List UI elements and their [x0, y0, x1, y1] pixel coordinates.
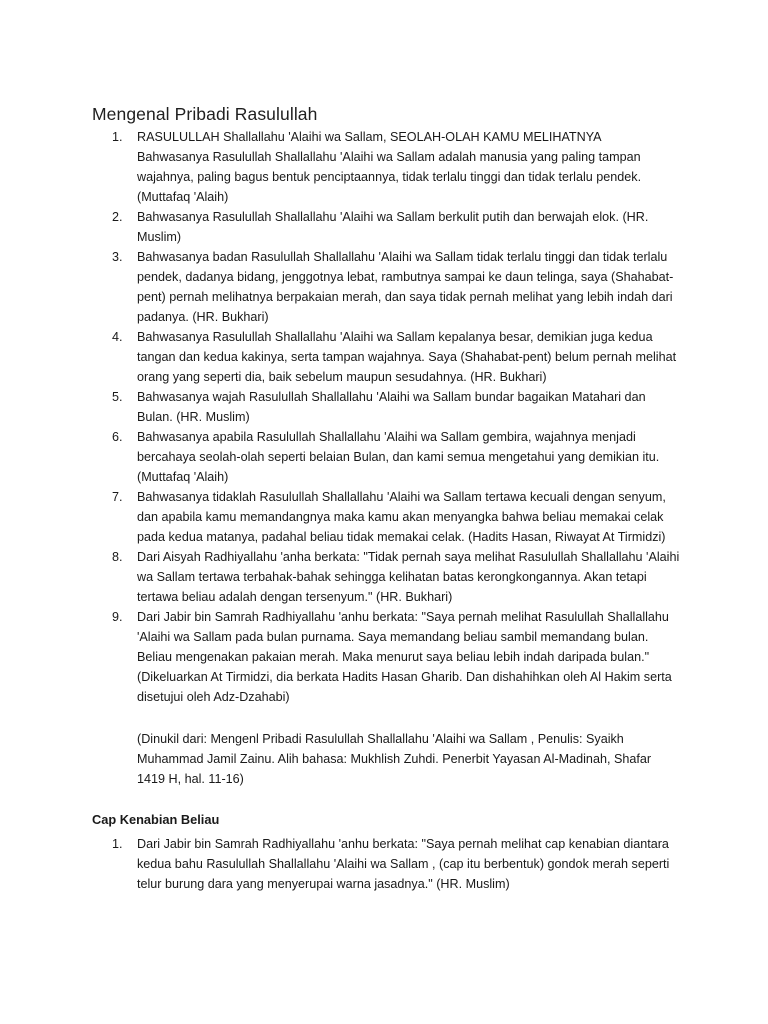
list-item-number: 7.	[112, 490, 123, 504]
list-item-number: 1.	[112, 130, 123, 144]
list-item-text: Bahwasanya badan Rasulullah Shallallahu 'Alaihi wa Sallam tidak terlalu tinggi dan tidak terlalu pendek, dadanya bidang, jenggotnya lebat, rambutnya sampai ke daun telinga, saya (Shahabat-pent) pernah melihatnya berpakaian merah, dan saya tidak pernah melihat yang lebih indah dari padanya. (HR. Bukhari)	[137, 250, 674, 324]
list-item	[0, 427, 768, 487]
list-item-text: Bahwasanya tidaklah Rasulullah Shallallahu 'Alaihi wa Sallam tertawa kecuali dengan senyum, dan apabila kamu memandangnya maka kamu akan menyangka bahwa beliau memakai celak pada kedua matanya, padahal beliau tidak memakai celak. (Hadits Hasan, Riwayat At Tirmidzi)	[137, 490, 666, 544]
list-item	[0, 247, 768, 327]
list-item-number: 2.	[112, 210, 123, 224]
list-item	[0, 387, 768, 427]
section-heading: Cap Kenabian Beliau	[92, 811, 220, 827]
list-item-text: Bahwasanya apabila Rasulullah Shallallahu 'Alaihi wa Sallam gembira, wajahnya menjadi bercahaya seolah-olah seperti belaian Bulan, dan kami semua mengetahui yang demikian itu. (Muttafaq 'Alaih)	[137, 430, 660, 484]
list-item-number: 4.	[112, 330, 123, 344]
list-item-text: Bahwasanya Rasulullah Shallallahu 'Alaihi wa Sallam berkulit putih dan berwajah elok. (HR. Muslim)	[137, 210, 649, 244]
feature-list	[0, 127, 768, 707]
list-item	[0, 327, 768, 387]
list-item-text: Dari Jabir bin Samrah Radhiyallahu 'anhu berkata: "Saya pernah melihat cap kenabian diantara kedua bahu Rasulullah Shallallahu 'Alaihi wa Sallam , (cap itu berbentuk) gondok merah seperti telur burung dara yang menyerupai warna jasadnya." (HR. Muslim)	[137, 837, 670, 891]
list-item-text: Bahwasanya wajah Rasulullah Shallallahu 'Alaihi wa Sallam bundar bagaikan Matahari dan Bulan. (HR. Muslim)	[137, 390, 646, 424]
source-citation: (Dinukil dari: Mengenl Pribadi Rasulullah Shallallahu 'Alaihi wa Sallam , Penulis: Syaikh Muhammad Jamil Zainu. Alih bahasa: Mukhlish Zuhdi. Penerbit Yayasan Al-Madinah, Shafar 1419 H, hal. 11-16)	[137, 732, 652, 786]
list-item-number: 8.	[112, 550, 123, 564]
list-item-text: Bahwasanya Rasulullah Shallallahu 'Alaihi wa Sallam kepalanya besar, demikian juga kedua tangan dan kedua kakinya, serta tampan wajahnya. Saya (Shahabat-pent) belum pernah melihat orang yang seperti dia, baik sebelum maupun sesudahnya. (HR. Bukhari)	[137, 330, 677, 384]
list-item-heading: RASULULLAH Shallallahu 'Alaihi wa Sallam, SEOLAH-OLAH KAMU MELIHATNYA	[137, 130, 602, 144]
list-item-text: Bahwasanya Rasulullah Shallallahu 'Alaihi wa Sallam adalah manusia yang paling tampan wajahnya, paling bagus bentuk penciptaannya, tidak terlalu tinggi dan tidak terlalu pendek. (Muttafaq 'Alaih)	[137, 150, 642, 204]
list-item-number: 9.	[112, 610, 123, 624]
list-item-number: 1.	[112, 837, 123, 851]
list-item	[0, 834, 768, 894]
section-list	[0, 834, 768, 894]
list-item	[0, 547, 768, 607]
list-item	[0, 607, 768, 707]
list-item-text: Dari Jabir bin Samrah Radhiyallahu 'anhu berkata: "Saya pernah melihat Rasulullah Shallallahu 'Alaihi wa Sallam pada bulan purnama. Saya memandang beliau sambil memandang bulan. Beliau mengenakan pakaian merah. Maka menurut saya beliau lebih indah daripada bulan." (Dikeluarkan At Tirmidzi, dia berkata Hadits Hasan Gharib. Dan dishahihkan oleh Al Hakim serta disetujui oleh Adz-Dzahabi)	[137, 610, 672, 704]
list-item-number: 5.	[112, 390, 123, 404]
list-item-number: 6.	[112, 430, 123, 444]
list-item	[0, 207, 768, 247]
list-item-number: 3.	[112, 250, 123, 264]
page-title: Mengenal Pribadi Rasulullah	[92, 103, 318, 124]
list-item-text: Dari Aisyah Radhiyallahu 'anha berkata: "Tidak pernah saya melihat Rasulullah Shallallahu 'Alaihi wa Sallam tertawa terbahak-bahak sehingga kelihatan batas kerongkongannya. Akan tetapi tertawa beliau adalah dengan tersenyum." (HR. Bukhari)	[137, 550, 680, 604]
list-item	[0, 487, 768, 547]
list-item	[0, 127, 768, 207]
